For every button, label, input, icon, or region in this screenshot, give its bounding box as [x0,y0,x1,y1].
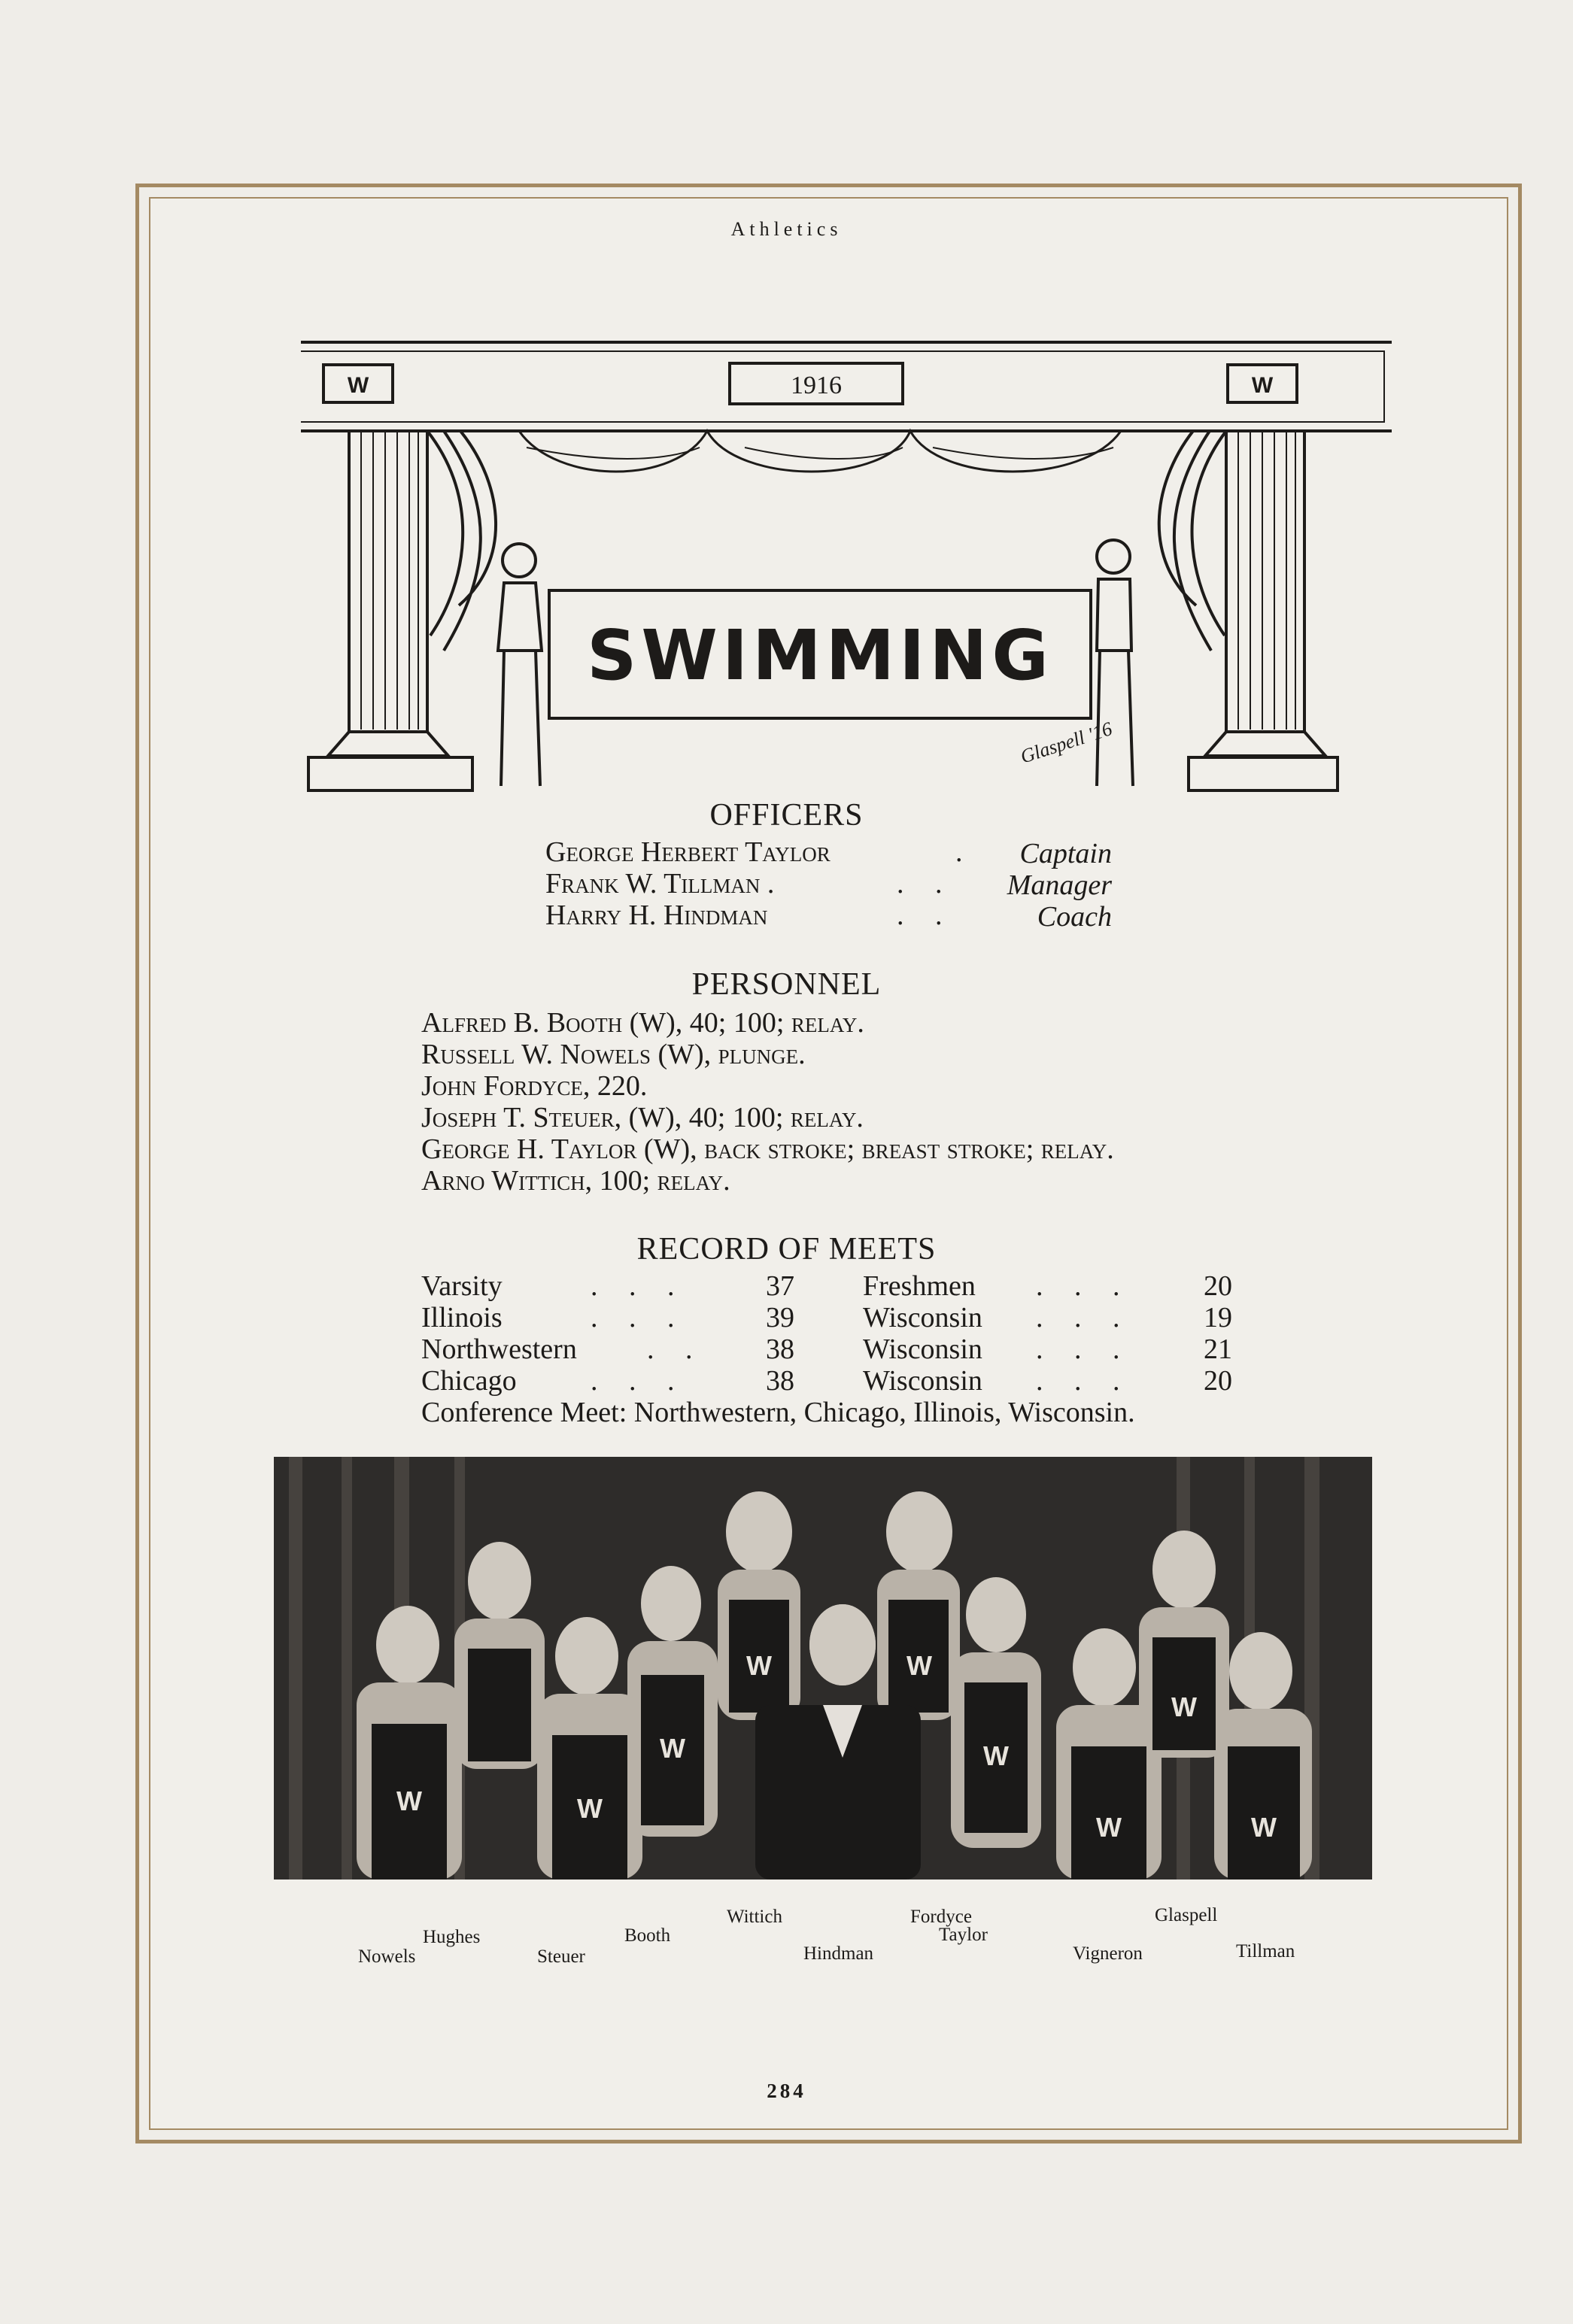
caption-name: Nowels [358,1946,416,1967]
conference-meet: Conference Meet: Northwestern, Chicago, Illinois, Wisconsin. [421,1397,1135,1428]
meet-leader: . . . [591,1270,687,1302]
officer-role: Manager [1007,869,1112,901]
meet-leader: . . . [1036,1365,1132,1397]
meet-opp-score: 20 [1204,1270,1232,1302]
personnel-row: George H. Taylor (W), back stroke; breast stroke; relay. [421,1133,1114,1165]
artist-signature: Glaspell '16 [1017,718,1115,768]
meet-opponent: Freshmen [863,1270,976,1302]
officer-name: George Herbert Taylor [545,836,831,868]
officer-leader: . . [897,900,955,931]
svg-text:W: W [577,1793,603,1824]
svg-text:W: W [1171,1691,1197,1722]
page-number: 284 [767,2080,806,2102]
svg-text:W: W [660,1733,685,1764]
personnel-row: Russell W. Nowels (W), plunge. [421,1039,806,1070]
banner-letter-left: W [347,373,369,398]
officer-leader: . [955,836,963,868]
svg-text:W: W [1096,1812,1122,1843]
caption-name: Hindman [803,1943,874,1964]
meet-opp-score: 21 [1204,1333,1232,1365]
caption-name: Tillman [1236,1941,1295,1961]
svg-text:W: W [396,1785,422,1816]
caption-name: Taylor [939,1925,988,1945]
officer-name: Frank W. Tillman . [545,868,775,900]
personnel-row: Alfred B. Booth (W), 40; 100; relay. [421,1007,864,1039]
meet-leader: . . . [1036,1302,1132,1333]
personnel-row: John Fordyce, 220. [421,1070,648,1102]
banner-year: 1916 [791,372,842,399]
meets-heading: RECORD OF MEETS [636,1232,937,1267]
meet-opp-score: 19 [1204,1302,1232,1333]
caption-name: Steuer [537,1946,585,1967]
meet-opponent: Wisconsin [863,1302,982,1333]
meet-team: Varsity [421,1270,503,1302]
svg-text:W: W [983,1740,1009,1771]
officer-leader: . . [897,868,955,900]
caption-name: Vigneron [1073,1943,1143,1964]
meet-leader: . . . [1036,1270,1132,1302]
running-head: Athletics [730,218,843,240]
meet-team: Chicago [421,1365,517,1397]
meet-leader: . . . [591,1302,687,1333]
meet-team: Northwestern [421,1333,577,1365]
meet-leader: . . . [591,1365,687,1397]
meet-score: 38 [766,1365,794,1397]
meet-team: Illinois [421,1302,503,1333]
meet-leader: . . . [1036,1333,1132,1365]
meet-opponent: Wisconsin [863,1333,982,1365]
caption-name: Fordyce [910,1907,972,1927]
officer-role: Captain [1019,838,1112,869]
personnel-row: Arno Wittich, 100; relay. [421,1165,730,1197]
swimming-banner-illustration [301,335,1392,801]
caption-name: Hughes [423,1927,481,1947]
banner-letter-right: W [1251,373,1274,398]
meet-score: 39 [766,1302,794,1333]
banner-title: SWIMMING [587,615,1053,696]
officers-heading: OFFICERS [709,798,864,833]
meet-opponent: Wisconsin [863,1365,982,1397]
meet-score: 37 [766,1270,794,1302]
svg-text:W: W [746,1650,772,1681]
officer-role: Coach [1037,901,1112,933]
meet-opp-score: 20 [1204,1365,1232,1397]
team-photograph [274,1457,1372,1880]
caption-name: Wittich [727,1907,782,1927]
caption-name: Glaspell [1155,1905,1218,1925]
personnel-heading: PERSONNEL [691,967,882,1002]
personnel-row: Joseph T. Steuer, (W), 40; 100; relay. [421,1102,864,1133]
svg-text:W: W [906,1650,932,1681]
caption-name: Booth [624,1925,671,1946]
meet-score: 38 [766,1333,794,1365]
officer-name: Harry H. Hindman [545,900,768,931]
svg-text:W: W [1251,1812,1277,1843]
meet-leader: . . [647,1333,705,1365]
